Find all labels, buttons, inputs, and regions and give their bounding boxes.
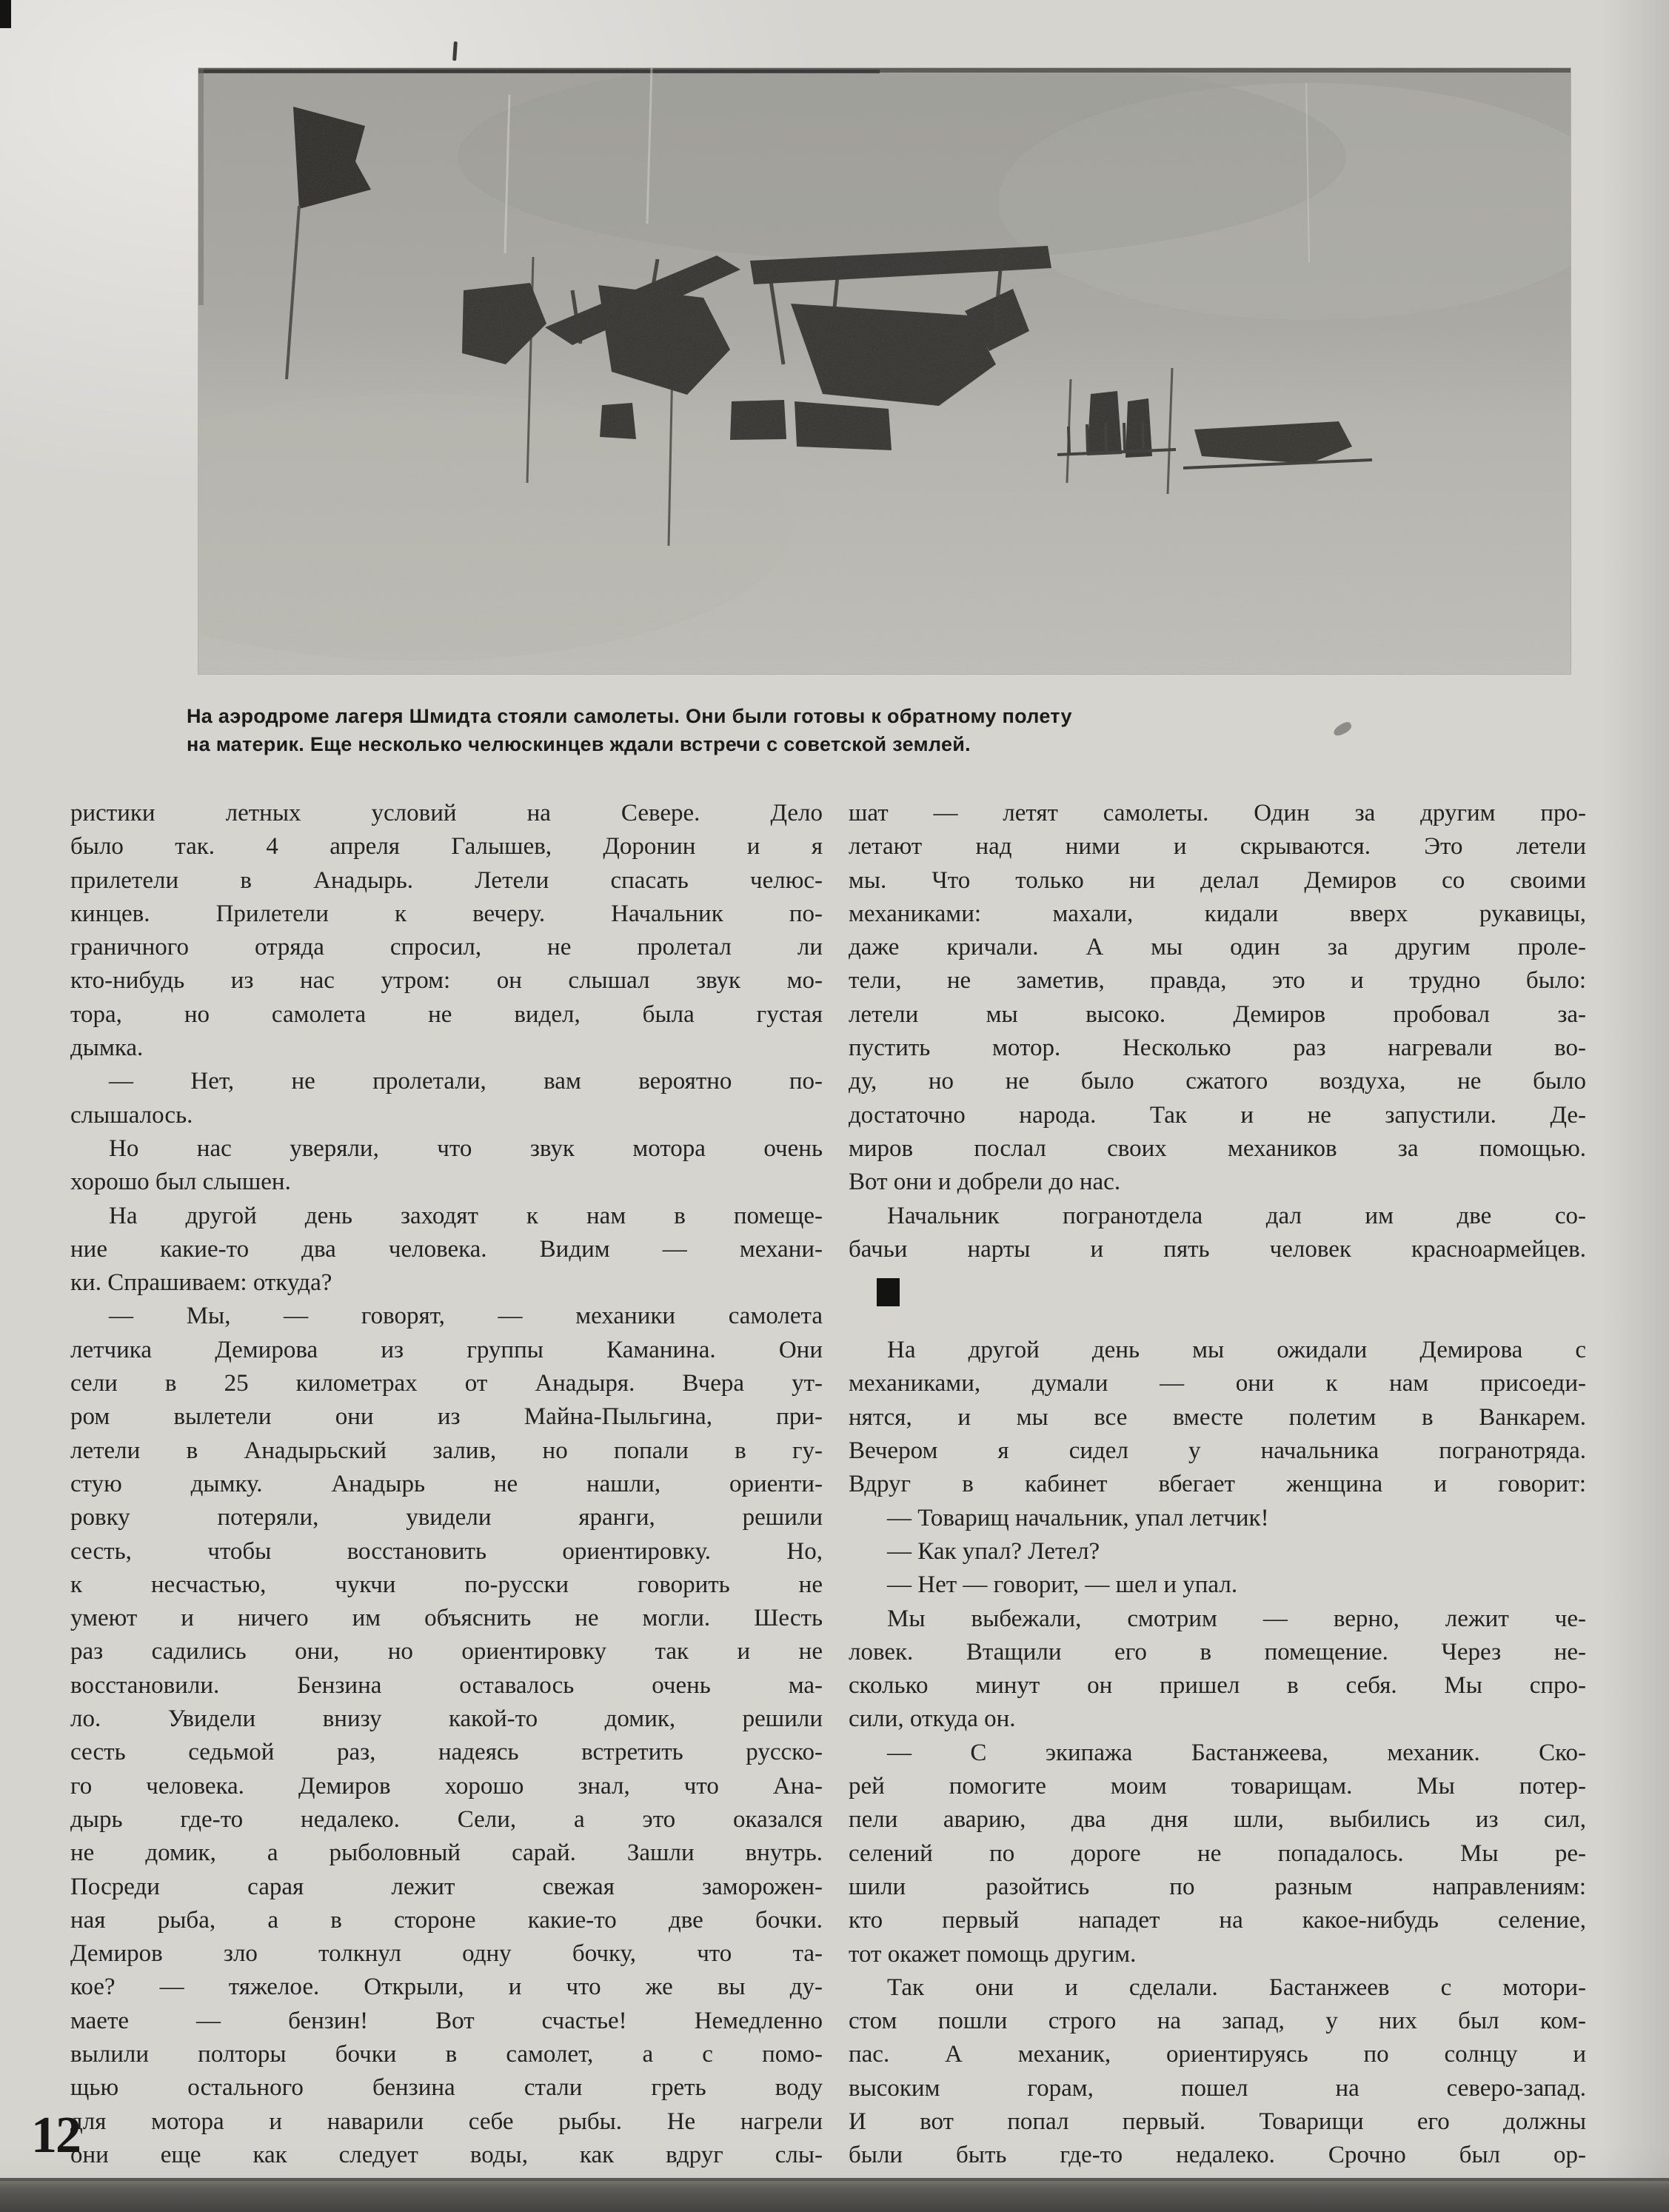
text-line: ровку потеряли, увидели яранги, решили <box>70 1504 823 1531</box>
text-line: к несчастью, чукчи по-русски говорить не <box>70 1571 823 1598</box>
text-line: механиками: махали, кидали вверх рукавицы, <box>849 900 1586 927</box>
text-line: Вот они и добрели до нас. <box>849 1169 1121 1196</box>
text-line: даже кричали. А мы один за другим проле- <box>849 934 1586 961</box>
airfield-photo-art <box>198 68 1571 674</box>
text-line: На другой день мы ожидали Демирова с <box>887 1337 1586 1364</box>
text-line: стую дымку. Анадырь не нашли, ориенти- <box>70 1470 823 1497</box>
text-line: рей помогите моим товарищам. Мы потер- <box>849 1773 1586 1800</box>
text-line: умеют и ничего им объяснить не могли. Шесть <box>70 1605 823 1632</box>
text-line: ние какие-то два человека. Видим — механи- <box>70 1235 823 1263</box>
text-line: маете — бензин! Вот счастье! Немедленно <box>70 2007 823 2034</box>
text-line: Мы выбежали, смотрим — верно, лежит че- <box>887 1605 1586 1632</box>
text-line: ром вылетели они из Майна-Пыльгина, при- <box>70 1403 823 1431</box>
text-line: восстановили. Бензина оставалось очень ма- <box>70 1671 823 1699</box>
text-line: Но нас уверяли, что звук мотора очень <box>109 1135 823 1162</box>
section-break-square-icon <box>877 1278 900 1306</box>
text-line: сесть седьмой раз, надеясь встретить русско- <box>70 1739 823 1766</box>
text-line: бачьи нарты и пять человек красноармейцев. <box>849 1235 1586 1263</box>
photo-caption <box>187 702 1371 758</box>
text-line: ная рыба, а в стороне какие-то две бочки. <box>70 1906 823 1934</box>
text-line: тора, но самолета не видел, была густая <box>70 1000 823 1028</box>
text-line: щью остального бензина стали греть воду <box>70 2074 823 2102</box>
photo-caption-line2: на материк. Еще несколько челюскинцев ждали встречи с советской землей. <box>187 733 971 755</box>
text-line: — С экипажа Бастанжеева, механик. Ско- <box>887 1739 1586 1766</box>
text-line: летели мы высоко. Демиров пробовал за- <box>849 1000 1586 1028</box>
text-line: Вечером я сидел у начальника погранотряда. <box>849 1437 1586 1465</box>
text-line: для мотора и наварили себе рыбы. Не нагрели <box>70 2108 823 2135</box>
text-line: Демиров зло толкнул одну бочку, что та- <box>70 1940 823 1968</box>
text-line: сколько минут он пришел в себя. Мы спро- <box>849 1672 1586 1700</box>
text-line: стом пошли строго на запад, у них был ком- <box>849 2008 1586 2035</box>
article-column-right <box>849 797 1586 2173</box>
text-line: тот окажет помощь другим. <box>849 1940 1137 1968</box>
scan-tick-mark <box>452 41 458 61</box>
text-line: слышалось. <box>70 1101 193 1129</box>
text-line: пас. А механик, ориентируясь по солнцу и <box>849 2041 1586 2068</box>
text-line: шили разойтись по разным направлениям: <box>849 1873 1586 1900</box>
text-line: было так. 4 апреля Галышев, Доронин и я <box>70 833 823 861</box>
text-line: — Нет — говорит, — шел и упал. <box>887 1571 1238 1599</box>
text-line: достаточно народа. Так и не запустили. Де- <box>849 1101 1586 1129</box>
section-break <box>849 1266 1586 1334</box>
text-line: — Нет, не пролетали, вам вероятно по- <box>109 1068 823 1095</box>
text-line: пустить мотор. Несколько раз нагревали во- <box>849 1035 1586 1062</box>
text-line: — Как упал? Летел? <box>887 1537 1100 1565</box>
text-line: тели, не заметив, правда, это и трудно было: <box>849 967 1586 995</box>
text-line: летают над ними и скрываются. Это летели <box>849 833 1586 861</box>
text-line: хорошо был слышен. <box>70 1169 291 1196</box>
text-line: были быть где-то недалеко. Срочно был ор- <box>849 2142 1586 2169</box>
photo-caption-line1: На аэродроме лагеря Шмидта стояли самолеты. Они были готовы к обратному полету <box>187 705 1072 727</box>
text-line: шат — летят самолеты. Один за другим про- <box>849 800 1586 826</box>
text-line: ки. Спрашиваем: откуда? <box>70 1269 332 1297</box>
text-line: го человека. Демиров хорошо знал, что Ана- <box>70 1772 823 1800</box>
scan-corner-mark <box>0 0 11 28</box>
text-line: прилетели в Анадырь. Летели спасать челюс- <box>70 866 823 894</box>
text-line: — Мы, — говорят, — механики самолета <box>109 1303 823 1330</box>
text-line: сесть, чтобы восстановить ориентировку. Но, <box>70 1537 823 1565</box>
text-line: селений по дороге не попадалось. Мы ре- <box>849 1840 1586 1867</box>
text-line: дырь где-то недалеко. Сели, а это оказался <box>70 1805 823 1833</box>
text-line: пели аварию, два дня шли, выбились из сил, <box>849 1806 1586 1834</box>
text-line: ло. Увидели внизу какой-то домик, решили <box>70 1705 823 1733</box>
text-line: дымка. <box>70 1035 144 1062</box>
text-line: Начальник погранотдела дал им две со- <box>887 1202 1586 1229</box>
text-line: ристики летных условий на Севере. Дело <box>70 800 823 826</box>
text-line: кинцев. Прилетели к вечеру. Начальник по- <box>70 900 823 927</box>
text-line: Вдруг в кабинет вбегает женщина и говорит: <box>849 1471 1586 1498</box>
text-line: ду, но не было сжатого воздуха, не было <box>849 1068 1586 1095</box>
page-number: 12 <box>31 2107 80 2164</box>
text-line: кто-нибудь из нас утром: он слышал звук мо- <box>70 967 823 995</box>
text-line: сили, откуда он. <box>849 1705 1016 1733</box>
text-line: Посреди сарая лежит свежая заморожен- <box>70 1873 823 1900</box>
text-line: ловек. Втащили его в помещение. Через не- <box>849 1638 1586 1665</box>
text-line: — Товарищ начальник, упал летчик! <box>887 1504 1269 1531</box>
text-line: кое? — тяжелое. Открыли, и что же вы ду- <box>70 1974 823 2001</box>
scan-bottom-edge <box>0 2178 1669 2212</box>
text-line: раз садились они, но ориентировку так и не <box>70 1638 823 1665</box>
text-line: механиками, думали — они к нам присоеди- <box>849 1370 1586 1397</box>
text-line: летели в Анадырьский залив, но попали в гу- <box>70 1437 823 1464</box>
airfield-photo <box>198 68 1571 674</box>
text-line: мы. Что только ни делал Демиров со своими <box>849 866 1586 894</box>
text-line: высоким горам, пошел на северо-запад. <box>849 2074 1586 2102</box>
text-line: сели в 25 километрах от Анадыря. Вчера ут- <box>70 1370 823 1397</box>
text-line: миров послал своих механиков за помощью. <box>849 1135 1586 1162</box>
text-line: вылили полторы бочки в самолет, а с помо- <box>70 2040 823 2068</box>
text-line: граничного отряда спросил, не пролетал ли <box>70 934 823 961</box>
text-line: И вот попал первый. Товарищи его должны <box>849 2108 1586 2135</box>
article-column-left <box>70 797 823 2172</box>
text-line: На другой день заходят к нам в помеще- <box>109 1202 823 1229</box>
text-line: Так они и сделали. Бастанжеев с мотори- <box>887 1974 1586 2001</box>
text-line: не домик, а рыболовный сарай. Зашли внутрь. <box>70 1840 823 1867</box>
text-line: летчика Демирова из группы Каманина. Они <box>70 1336 823 1363</box>
text-line: кто первый нападет на какое-нибудь селение, <box>849 1907 1586 1934</box>
text-line: нятся, и мы все вместе полетим в Ванкарем. <box>849 1403 1586 1431</box>
text-line: они еще как следует воды, как вдруг слы- <box>70 2141 823 2168</box>
